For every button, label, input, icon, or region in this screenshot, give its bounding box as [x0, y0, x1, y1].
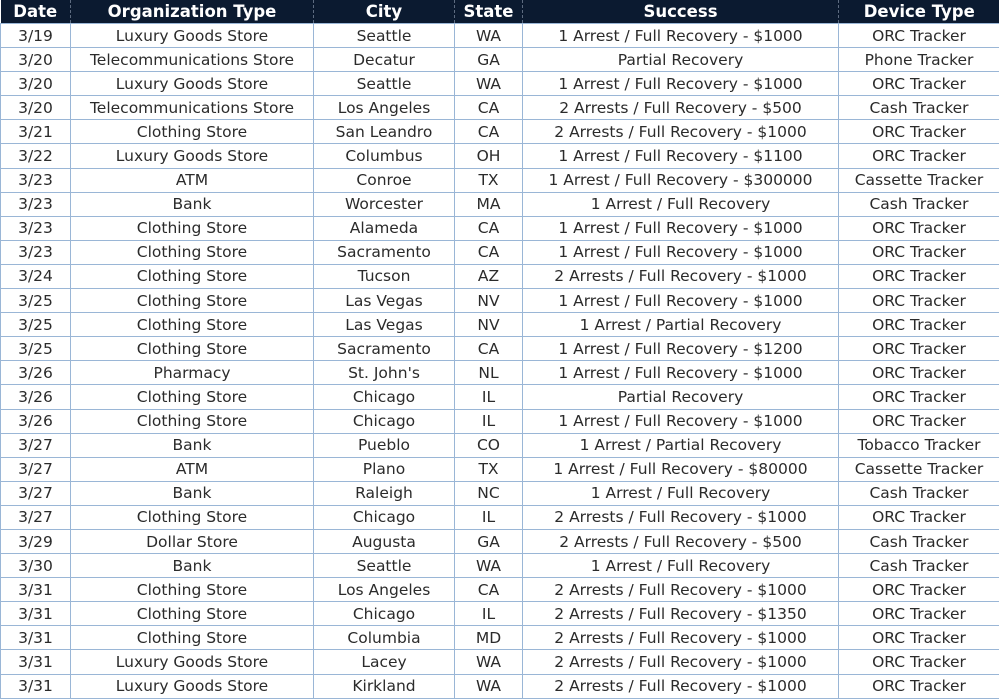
cell-city: Kirkland — [314, 674, 455, 698]
cell-organization-type: Clothing Store — [71, 602, 314, 626]
table-row — [1, 216, 999, 240]
cell-success: 1 Arrest / Full Recovery - $1000 — [523, 409, 839, 433]
table-row — [1, 192, 999, 216]
cell-organization-type: Dollar Store — [71, 529, 314, 553]
cell-date: 3/22 — [1, 144, 71, 168]
cell-success: Partial Recovery — [523, 385, 839, 409]
cell-city: Los Angeles — [314, 578, 455, 602]
table-row — [1, 144, 999, 168]
cell-date: 3/26 — [1, 409, 71, 433]
cell-state: IL — [455, 505, 523, 529]
cell-organization-type: Telecommunications Store — [71, 96, 314, 120]
cell-device-type: Cash Tracker — [839, 481, 999, 505]
cell-device-type: ORC Tracker — [839, 361, 999, 385]
table-row — [1, 650, 999, 674]
cell-state: IL — [455, 385, 523, 409]
table-row — [1, 72, 999, 96]
cell-success: 1 Arrest / Full Recovery - $1000 — [523, 216, 839, 240]
cell-state: CA — [455, 120, 523, 144]
cell-city: Alameda — [314, 216, 455, 240]
cell-device-type: Phone Tracker — [839, 48, 999, 72]
header-success: Success — [523, 0, 839, 24]
cell-city: Lacey — [314, 650, 455, 674]
cell-date: 3/20 — [1, 72, 71, 96]
cell-organization-type: Clothing Store — [71, 409, 314, 433]
table-row — [1, 457, 999, 481]
cell-state: NC — [455, 481, 523, 505]
cell-organization-type: Clothing Store — [71, 505, 314, 529]
cell-state: GA — [455, 529, 523, 553]
cell-state: WA — [455, 24, 523, 48]
table-row — [1, 602, 999, 626]
cell-date: 3/31 — [1, 626, 71, 650]
cell-city: Tucson — [314, 264, 455, 288]
cell-organization-type: Clothing Store — [71, 626, 314, 650]
cell-organization-type: Bank — [71, 192, 314, 216]
cell-city: Los Angeles — [314, 96, 455, 120]
cell-success: 2 Arrests / Full Recovery - $1000 — [523, 264, 839, 288]
cell-success: 2 Arrests / Full Recovery - $1000 — [523, 578, 839, 602]
cell-device-type: Cash Tracker — [839, 96, 999, 120]
cell-date: 3/27 — [1, 457, 71, 481]
cell-organization-type: Pharmacy — [71, 361, 314, 385]
cell-success: 2 Arrests / Full Recovery - $500 — [523, 96, 839, 120]
cell-device-type: ORC Tracker — [839, 24, 999, 48]
cell-date: 3/27 — [1, 481, 71, 505]
cell-organization-type: Clothing Store — [71, 240, 314, 264]
cell-success: 2 Arrests / Full Recovery - $1000 — [523, 120, 839, 144]
cell-success: 1 Arrest / Full Recovery - $1000 — [523, 24, 839, 48]
cell-device-type: Cash Tracker — [839, 192, 999, 216]
cell-success: 1 Arrest / Full Recovery - $1200 — [523, 337, 839, 361]
cell-organization-type: Luxury Goods Store — [71, 674, 314, 698]
cell-city: Chicago — [314, 505, 455, 529]
cell-state: WA — [455, 554, 523, 578]
cell-device-type: ORC Tracker — [839, 240, 999, 264]
cell-city: Raleigh — [314, 481, 455, 505]
cell-organization-type: Bank — [71, 481, 314, 505]
cell-device-type: ORC Tracker — [839, 216, 999, 240]
cell-device-type: Cassette Tracker — [839, 168, 999, 192]
cell-city: San Leandro — [314, 120, 455, 144]
cell-state: OH — [455, 144, 523, 168]
cell-success: 2 Arrests / Full Recovery - $1000 — [523, 650, 839, 674]
cell-device-type: ORC Tracker — [839, 313, 999, 337]
cell-success: 2 Arrests / Full Recovery - $1000 — [523, 505, 839, 529]
cell-date: 3/24 — [1, 264, 71, 288]
cell-state: AZ — [455, 264, 523, 288]
table-row — [1, 289, 999, 313]
cell-city: Augusta — [314, 529, 455, 553]
table-row — [1, 481, 999, 505]
cell-state: CA — [455, 337, 523, 361]
cell-device-type: Cash Tracker — [839, 554, 999, 578]
cell-date: 3/25 — [1, 337, 71, 361]
cell-success: 1 Arrest / Full Recovery - $1000 — [523, 361, 839, 385]
cell-organization-type: Luxury Goods Store — [71, 72, 314, 96]
table-row — [1, 529, 999, 553]
table-row — [1, 409, 999, 433]
table-row — [1, 337, 999, 361]
cell-device-type: ORC Tracker — [839, 120, 999, 144]
cell-date: 3/25 — [1, 289, 71, 313]
cell-success: Partial Recovery — [523, 48, 839, 72]
cell-device-type: ORC Tracker — [839, 650, 999, 674]
cell-device-type: ORC Tracker — [839, 72, 999, 96]
cell-city: Sacramento — [314, 240, 455, 264]
cell-date: 3/20 — [1, 96, 71, 120]
cell-device-type: ORC Tracker — [839, 674, 999, 698]
cell-date: 3/31 — [1, 650, 71, 674]
cell-state: IL — [455, 409, 523, 433]
header-device-type: Device Type — [839, 0, 999, 24]
cell-organization-type: ATM — [71, 457, 314, 481]
cell-success: 1 Arrest / Full Recovery - $1000 — [523, 240, 839, 264]
cell-success: 2 Arrests / Full Recovery - $1000 — [523, 626, 839, 650]
cell-organization-type: Clothing Store — [71, 289, 314, 313]
cell-device-type: Cash Tracker — [839, 529, 999, 553]
cell-state: CO — [455, 433, 523, 457]
cell-device-type: ORC Tracker — [839, 578, 999, 602]
cell-state: NV — [455, 289, 523, 313]
table-row — [1, 24, 999, 48]
cell-state: WA — [455, 674, 523, 698]
cell-organization-type: Clothing Store — [71, 264, 314, 288]
cell-city: Columbus — [314, 144, 455, 168]
cell-date: 3/29 — [1, 529, 71, 553]
table-row — [1, 554, 999, 578]
table-row — [1, 313, 999, 337]
cell-city: Las Vegas — [314, 313, 455, 337]
cell-success: 1 Arrest / Full Recovery - $1000 — [523, 72, 839, 96]
cell-date: 3/26 — [1, 385, 71, 409]
cell-device-type: ORC Tracker — [839, 602, 999, 626]
cell-success: 1 Arrest / Full Recovery — [523, 481, 839, 505]
cell-date: 3/30 — [1, 554, 71, 578]
cell-city: Decatur — [314, 48, 455, 72]
cell-state: CA — [455, 96, 523, 120]
cell-organization-type: Clothing Store — [71, 120, 314, 144]
cell-device-type: ORC Tracker — [839, 505, 999, 529]
cell-device-type: ORC Tracker — [839, 409, 999, 433]
cell-state: IL — [455, 602, 523, 626]
cell-date: 3/23 — [1, 168, 71, 192]
table-row — [1, 361, 999, 385]
cell-organization-type: Clothing Store — [71, 337, 314, 361]
cell-success: 2 Arrests / Full Recovery - $1350 — [523, 602, 839, 626]
table-row — [1, 168, 999, 192]
cell-device-type: ORC Tracker — [839, 385, 999, 409]
cell-city: Sacramento — [314, 337, 455, 361]
table-row — [1, 433, 999, 457]
table-row — [1, 48, 999, 72]
cell-device-type: Cassette Tracker — [839, 457, 999, 481]
table-row — [1, 120, 999, 144]
cell-success: 1 Arrest / Full Recovery - $300000 — [523, 168, 839, 192]
cell-city: Plano — [314, 457, 455, 481]
cell-success: 1 Arrest / Full Recovery — [523, 192, 839, 216]
cell-device-type: ORC Tracker — [839, 337, 999, 361]
table-row — [1, 578, 999, 602]
cell-state: CA — [455, 578, 523, 602]
header-state: State — [455, 0, 523, 24]
cell-date: 3/23 — [1, 192, 71, 216]
cell-date: 3/26 — [1, 361, 71, 385]
header-organization-type: Organization Type — [71, 0, 314, 24]
cell-state: MD — [455, 626, 523, 650]
cell-success: 2 Arrests / Full Recovery - $500 — [523, 529, 839, 553]
table-body — [1, 24, 999, 699]
cell-organization-type: Bank — [71, 433, 314, 457]
cell-device-type: ORC Tracker — [839, 289, 999, 313]
cell-date: 3/31 — [1, 578, 71, 602]
cell-city: Seattle — [314, 554, 455, 578]
cell-success: 1 Arrest / Full Recovery - $1100 — [523, 144, 839, 168]
cell-organization-type: Luxury Goods Store — [71, 144, 314, 168]
cell-date: 3/21 — [1, 120, 71, 144]
header-city: City — [314, 0, 455, 24]
cell-city: Las Vegas — [314, 289, 455, 313]
header-row — [1, 0, 999, 24]
cell-success: 1 Arrest / Full Recovery - $80000 — [523, 457, 839, 481]
table-row — [1, 96, 999, 120]
cell-state: WA — [455, 650, 523, 674]
cell-organization-type: Clothing Store — [71, 216, 314, 240]
cell-organization-type: Clothing Store — [71, 313, 314, 337]
cell-state: GA — [455, 48, 523, 72]
table-row — [1, 505, 999, 529]
cell-organization-type: ATM — [71, 168, 314, 192]
cell-state: TX — [455, 168, 523, 192]
cell-city: Seattle — [314, 24, 455, 48]
cell-date: 3/25 — [1, 313, 71, 337]
cell-city: Chicago — [314, 385, 455, 409]
cell-device-type: Tobacco Tracker — [839, 433, 999, 457]
cell-organization-type: Clothing Store — [71, 385, 314, 409]
cell-city: Seattle — [314, 72, 455, 96]
table-row — [1, 674, 999, 698]
cell-organization-type: Telecommunications Store — [71, 48, 314, 72]
cell-date: 3/27 — [1, 505, 71, 529]
cell-organization-type: Clothing Store — [71, 578, 314, 602]
cell-success: 1 Arrest / Full Recovery - $1000 — [523, 289, 839, 313]
cell-device-type: ORC Tracker — [839, 626, 999, 650]
table-header — [1, 0, 999, 24]
cell-city: St. John's — [314, 361, 455, 385]
header-date: Date — [1, 0, 71, 24]
cell-city: Pueblo — [314, 433, 455, 457]
cell-organization-type: Luxury Goods Store — [71, 24, 314, 48]
cell-city: Conroe — [314, 168, 455, 192]
cell-date: 3/27 — [1, 433, 71, 457]
cell-date: 3/31 — [1, 602, 71, 626]
cell-city: Chicago — [314, 602, 455, 626]
cell-organization-type: Bank — [71, 554, 314, 578]
cell-success: 1 Arrest / Partial Recovery — [523, 313, 839, 337]
table-row — [1, 385, 999, 409]
cell-state: CA — [455, 216, 523, 240]
cell-city: Worcester — [314, 192, 455, 216]
cell-success: 1 Arrest / Partial Recovery — [523, 433, 839, 457]
table-row — [1, 240, 999, 264]
cell-device-type: ORC Tracker — [839, 264, 999, 288]
cell-city: Chicago — [314, 409, 455, 433]
table-row — [1, 264, 999, 288]
cell-device-type: ORC Tracker — [839, 144, 999, 168]
cell-state: NL — [455, 361, 523, 385]
cell-date: 3/20 — [1, 48, 71, 72]
cell-state: CA — [455, 240, 523, 264]
cell-city: Columbia — [314, 626, 455, 650]
cell-state: NV — [455, 313, 523, 337]
cell-date: 3/23 — [1, 216, 71, 240]
cell-date: 3/31 — [1, 674, 71, 698]
cell-state: TX — [455, 457, 523, 481]
table-row — [1, 626, 999, 650]
cell-state: MA — [455, 192, 523, 216]
cell-organization-type: Luxury Goods Store — [71, 650, 314, 674]
cell-success: 1 Arrest / Full Recovery — [523, 554, 839, 578]
cell-date: 3/19 — [1, 24, 71, 48]
cell-date: 3/23 — [1, 240, 71, 264]
cell-state: WA — [455, 72, 523, 96]
cell-success: 2 Arrests / Full Recovery - $1000 — [523, 674, 839, 698]
